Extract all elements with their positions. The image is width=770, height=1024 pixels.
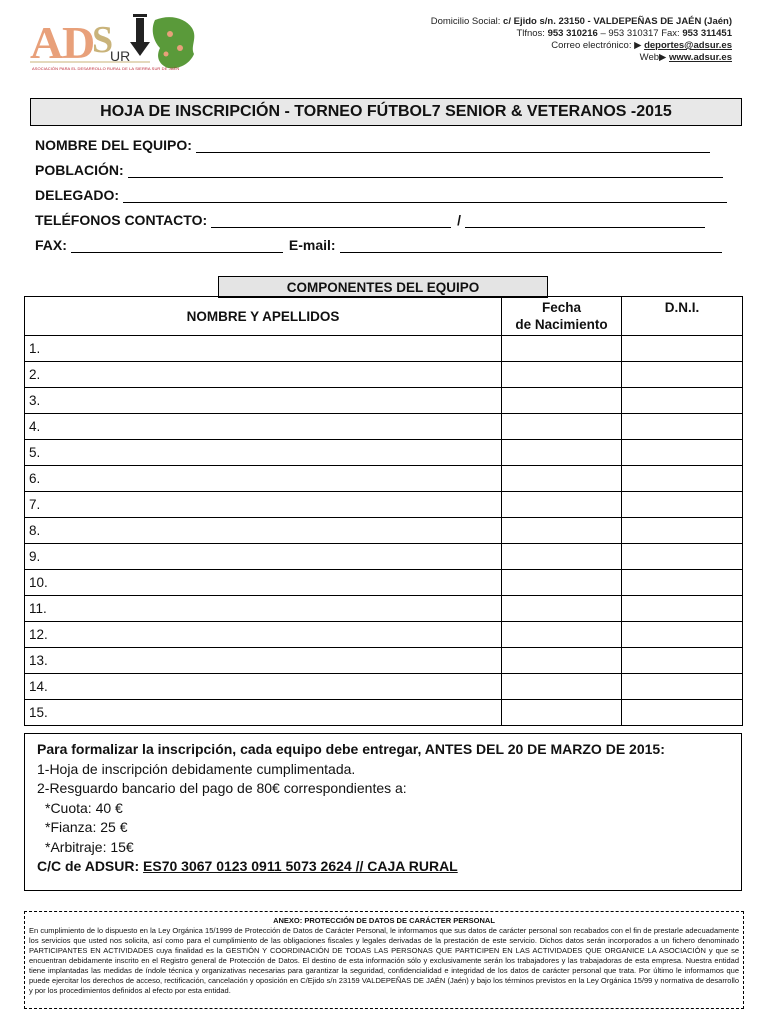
phones-label: TELÉFONOS CONTACTO:	[35, 212, 208, 228]
player-name-cell[interactable]: 9.	[25, 544, 502, 570]
name-column-header: NOMBRE Y APELLIDOS	[25, 297, 502, 336]
email-label: E-mail:	[288, 237, 336, 253]
player-name-cell[interactable]: 10.	[25, 570, 502, 596]
components-table	[24, 296, 743, 726]
web-link[interactable]: www.adsur.es	[668, 52, 732, 63]
address-label: Domicilio Social:	[430, 16, 501, 27]
components-rows	[25, 336, 743, 726]
table-row	[25, 362, 743, 388]
player-name-cell[interactable]: 7.	[25, 492, 502, 518]
player-name-cell[interactable]: 4.	[25, 414, 502, 440]
team-name-field[interactable]	[35, 137, 710, 153]
fax-label: Fax:	[661, 28, 680, 39]
bank-account-label: C/C de ADSUR:	[37, 858, 140, 874]
email-link[interactable]: deportes@adsur.es	[644, 40, 732, 51]
birthdate-cell[interactable]	[502, 518, 622, 544]
birthdate-cell[interactable]	[502, 440, 622, 466]
email-line[interactable]	[340, 239, 722, 253]
table-row	[25, 674, 743, 700]
bank-account-value: ES70 3067 0123 0911 5073 2624 // CAJA RURAL	[143, 858, 458, 874]
birthdate-cell[interactable]	[502, 492, 622, 518]
player-name-cell[interactable]: 12.	[25, 622, 502, 648]
player-name-cell[interactable]: 8.	[25, 518, 502, 544]
fax-email-field[interactable]	[35, 237, 722, 253]
delegate-label: DELEGADO:	[35, 187, 119, 203]
dni-cell[interactable]	[622, 596, 743, 622]
table-row	[25, 622, 743, 648]
birthdate-cell[interactable]	[502, 362, 622, 388]
web-label: Web	[639, 52, 660, 63]
birthdate-cell[interactable]	[502, 596, 622, 622]
birthdate-cell[interactable]	[502, 388, 622, 414]
team-name-line[interactable]	[196, 139, 710, 153]
dni-cell[interactable]	[622, 492, 743, 518]
components-heading: COMPONENTES DEL EQUIPO	[218, 276, 548, 298]
data-protection-annex	[24, 911, 744, 1009]
annex-title: ANEXO: PROTECCIÓN DE DATOS DE CARÁCTER PERSONAL	[273, 916, 495, 925]
dni-cell[interactable]	[622, 336, 743, 362]
phones-field[interactable]	[35, 212, 705, 228]
adsur-logo	[30, 12, 200, 82]
svg-text:S: S	[92, 19, 114, 61]
table-row	[25, 466, 743, 492]
dni-cell[interactable]	[622, 674, 743, 700]
dni-cell[interactable]	[622, 414, 743, 440]
player-name-cell[interactable]: 6.	[25, 466, 502, 492]
birthdate-cell[interactable]	[502, 648, 622, 674]
dni-cell[interactable]	[622, 388, 743, 414]
town-line[interactable]	[128, 164, 723, 178]
table-row	[25, 388, 743, 414]
address-line	[431, 16, 732, 28]
team-name-label: NOMBRE DEL EQUIPO:	[35, 137, 192, 153]
table-row	[25, 596, 743, 622]
bank-account-line	[37, 857, 665, 877]
table-row	[25, 492, 743, 518]
table-row	[25, 570, 743, 596]
phone-line	[431, 28, 732, 40]
instruction-item: 1-Hoja de inscripción debidamente cumplimentada.	[37, 760, 356, 777]
logo-subtitle: ASOCIACIÓN PARA EL DESARROLLO RURAL DE LA SIERRA SUR DE JAÉN	[32, 66, 180, 71]
player-name-cell[interactable]: 11.	[25, 596, 502, 622]
table-row	[25, 440, 743, 466]
arrow-right-icon: ▶	[634, 40, 642, 51]
instruction-item: 2-Resguardo bancario del pago de 80€ correspondientes a:	[37, 780, 407, 796]
dni-cell[interactable]	[622, 466, 743, 492]
birthdate-cell[interactable]	[502, 466, 622, 492]
phone-1-line[interactable]	[211, 214, 451, 228]
fax-value: 953 311451	[682, 28, 732, 39]
player-name-cell[interactable]: 15.	[25, 700, 502, 726]
dni-cell[interactable]	[622, 362, 743, 388]
table-header-row	[25, 297, 743, 336]
player-name-cell[interactable]: 2.	[25, 362, 502, 388]
player-name-cell[interactable]: 3.	[25, 388, 502, 414]
address-value: c/ Ejido s/n. 23150 - VALDEPEÑAS DE JAÉN (Jaén)	[503, 16, 732, 27]
birthdate-column-header	[502, 297, 622, 336]
table-row	[25, 518, 743, 544]
player-name-cell[interactable]: 5.	[25, 440, 502, 466]
delegate-field[interactable]	[35, 187, 727, 203]
fax-label: FAX:	[35, 237, 67, 253]
annex-text: En cumplimiento de lo dispuesto en la Ley Orgánica 15/1999 de Protección de Datos de Carácter Personal, le informamos que sus datos de carácter personal son recabados con el fin de prestarle adecuadamente los servicios que usted nos solicita, así como para el cumplimiento de las obligaciones fiscales y legales derivadas de la prestación de este servicio. Dichos datos serán incorporados a un fichero denominado PARTICIPANTES EN ACTIVIDADES cuya finalidad es la GESTIÓN Y COORDINACIÓN DE TODAS LAS PERSONAS QUE PARTICIPEN EN LAS ACTIVIDADES QUE ORGANICE LA ASOCIACIÓN y que se encuentran debidamente inscrito en el Registro general de Protección de Datos. El destino de esta información sólo y exclusivamente serán los trabajadores y las trabajadoras de esta empresa. Nuestra entidad tiene implantadas las medidas de índole técnica y organizativas necesarias para garantizar la seguridad, confidencialidad e integridad de los datos de carácter personal que trata. Por último le informamos que puede ejercitar los derechos de acceso, rectificación, cancelación y oposición en C/Ejido s/n 23159 VALDEPEÑAS DE JAÉN (Jaén) y bajo los términos previstos en la Ley Orgánica 15/99 y normativa de desarrollo y por los procedimientos definidos al efecto por esta entidad.	[29, 926, 739, 995]
birthdate-cell[interactable]	[502, 544, 622, 570]
dni-cell[interactable]	[622, 518, 743, 544]
table-row	[25, 544, 743, 570]
phone-1: 953 310216	[547, 28, 598, 39]
table-row	[25, 336, 743, 362]
contact-info	[431, 16, 732, 64]
phones-label: Tlfnos:	[516, 28, 545, 39]
dni-column-header: D.N.I.	[622, 297, 743, 336]
arrow-right-icon: ▶	[659, 52, 667, 63]
dni-cell[interactable]	[622, 700, 743, 726]
table-row	[25, 648, 743, 674]
email-label: Correo electrónico:	[551, 40, 632, 51]
delegate-line[interactable]	[123, 189, 727, 203]
page-title: HOJA DE INSCRIPCIÓN - TORNEO FÚTBOL7 SENIOR & VETERANOS -2015	[30, 98, 742, 126]
instructions-box	[24, 733, 742, 891]
fee-item: *Fianza: 25 €	[45, 819, 128, 835]
birthdate-cell[interactable]	[502, 622, 622, 648]
dni-cell[interactable]	[622, 440, 743, 466]
fee-item: *Cuota: 40 €	[45, 799, 123, 816]
email-line	[431, 40, 732, 52]
player-name-cell[interactable]: 1.	[25, 336, 502, 362]
table-row	[25, 414, 743, 440]
table-row	[25, 700, 743, 726]
birthdate-cell[interactable]	[502, 414, 622, 440]
dni-cell[interactable]	[622, 648, 743, 674]
birthdate-header-line2: de Nacimiento	[515, 317, 608, 332]
web-line	[431, 52, 732, 64]
svg-text:D: D	[62, 17, 96, 68]
phone-2: – 953 310317	[600, 28, 659, 39]
dni-cell[interactable]	[622, 570, 743, 596]
birthdate-cell[interactable]	[502, 336, 622, 362]
phones-separator: /	[457, 212, 462, 228]
svg-text:UR: UR	[110, 48, 131, 64]
town-field[interactable]	[35, 162, 723, 178]
player-name-cell[interactable]: 13.	[25, 648, 502, 674]
birthdate-cell[interactable]	[502, 674, 622, 700]
instructions-heading: Para formalizar la inscripción, cada equipo debe entregar, ANTES DEL 20 DE MARZO DE 2015:	[37, 741, 665, 757]
dni-cell[interactable]	[622, 544, 743, 570]
birthdate-cell[interactable]	[502, 570, 622, 596]
fee-item: *Arbitraje: 15€	[45, 838, 134, 855]
town-label: POBLACIÓN:	[35, 162, 124, 178]
dni-cell[interactable]	[622, 622, 743, 648]
svg-text:A: A	[30, 17, 64, 68]
birthdate-cell[interactable]	[502, 700, 622, 726]
fax-line[interactable]	[71, 239, 283, 253]
birthdate-header-line1: Fecha	[541, 300, 582, 315]
phone-2-line[interactable]	[465, 214, 705, 228]
player-name-cell[interactable]: 14.	[25, 674, 502, 700]
